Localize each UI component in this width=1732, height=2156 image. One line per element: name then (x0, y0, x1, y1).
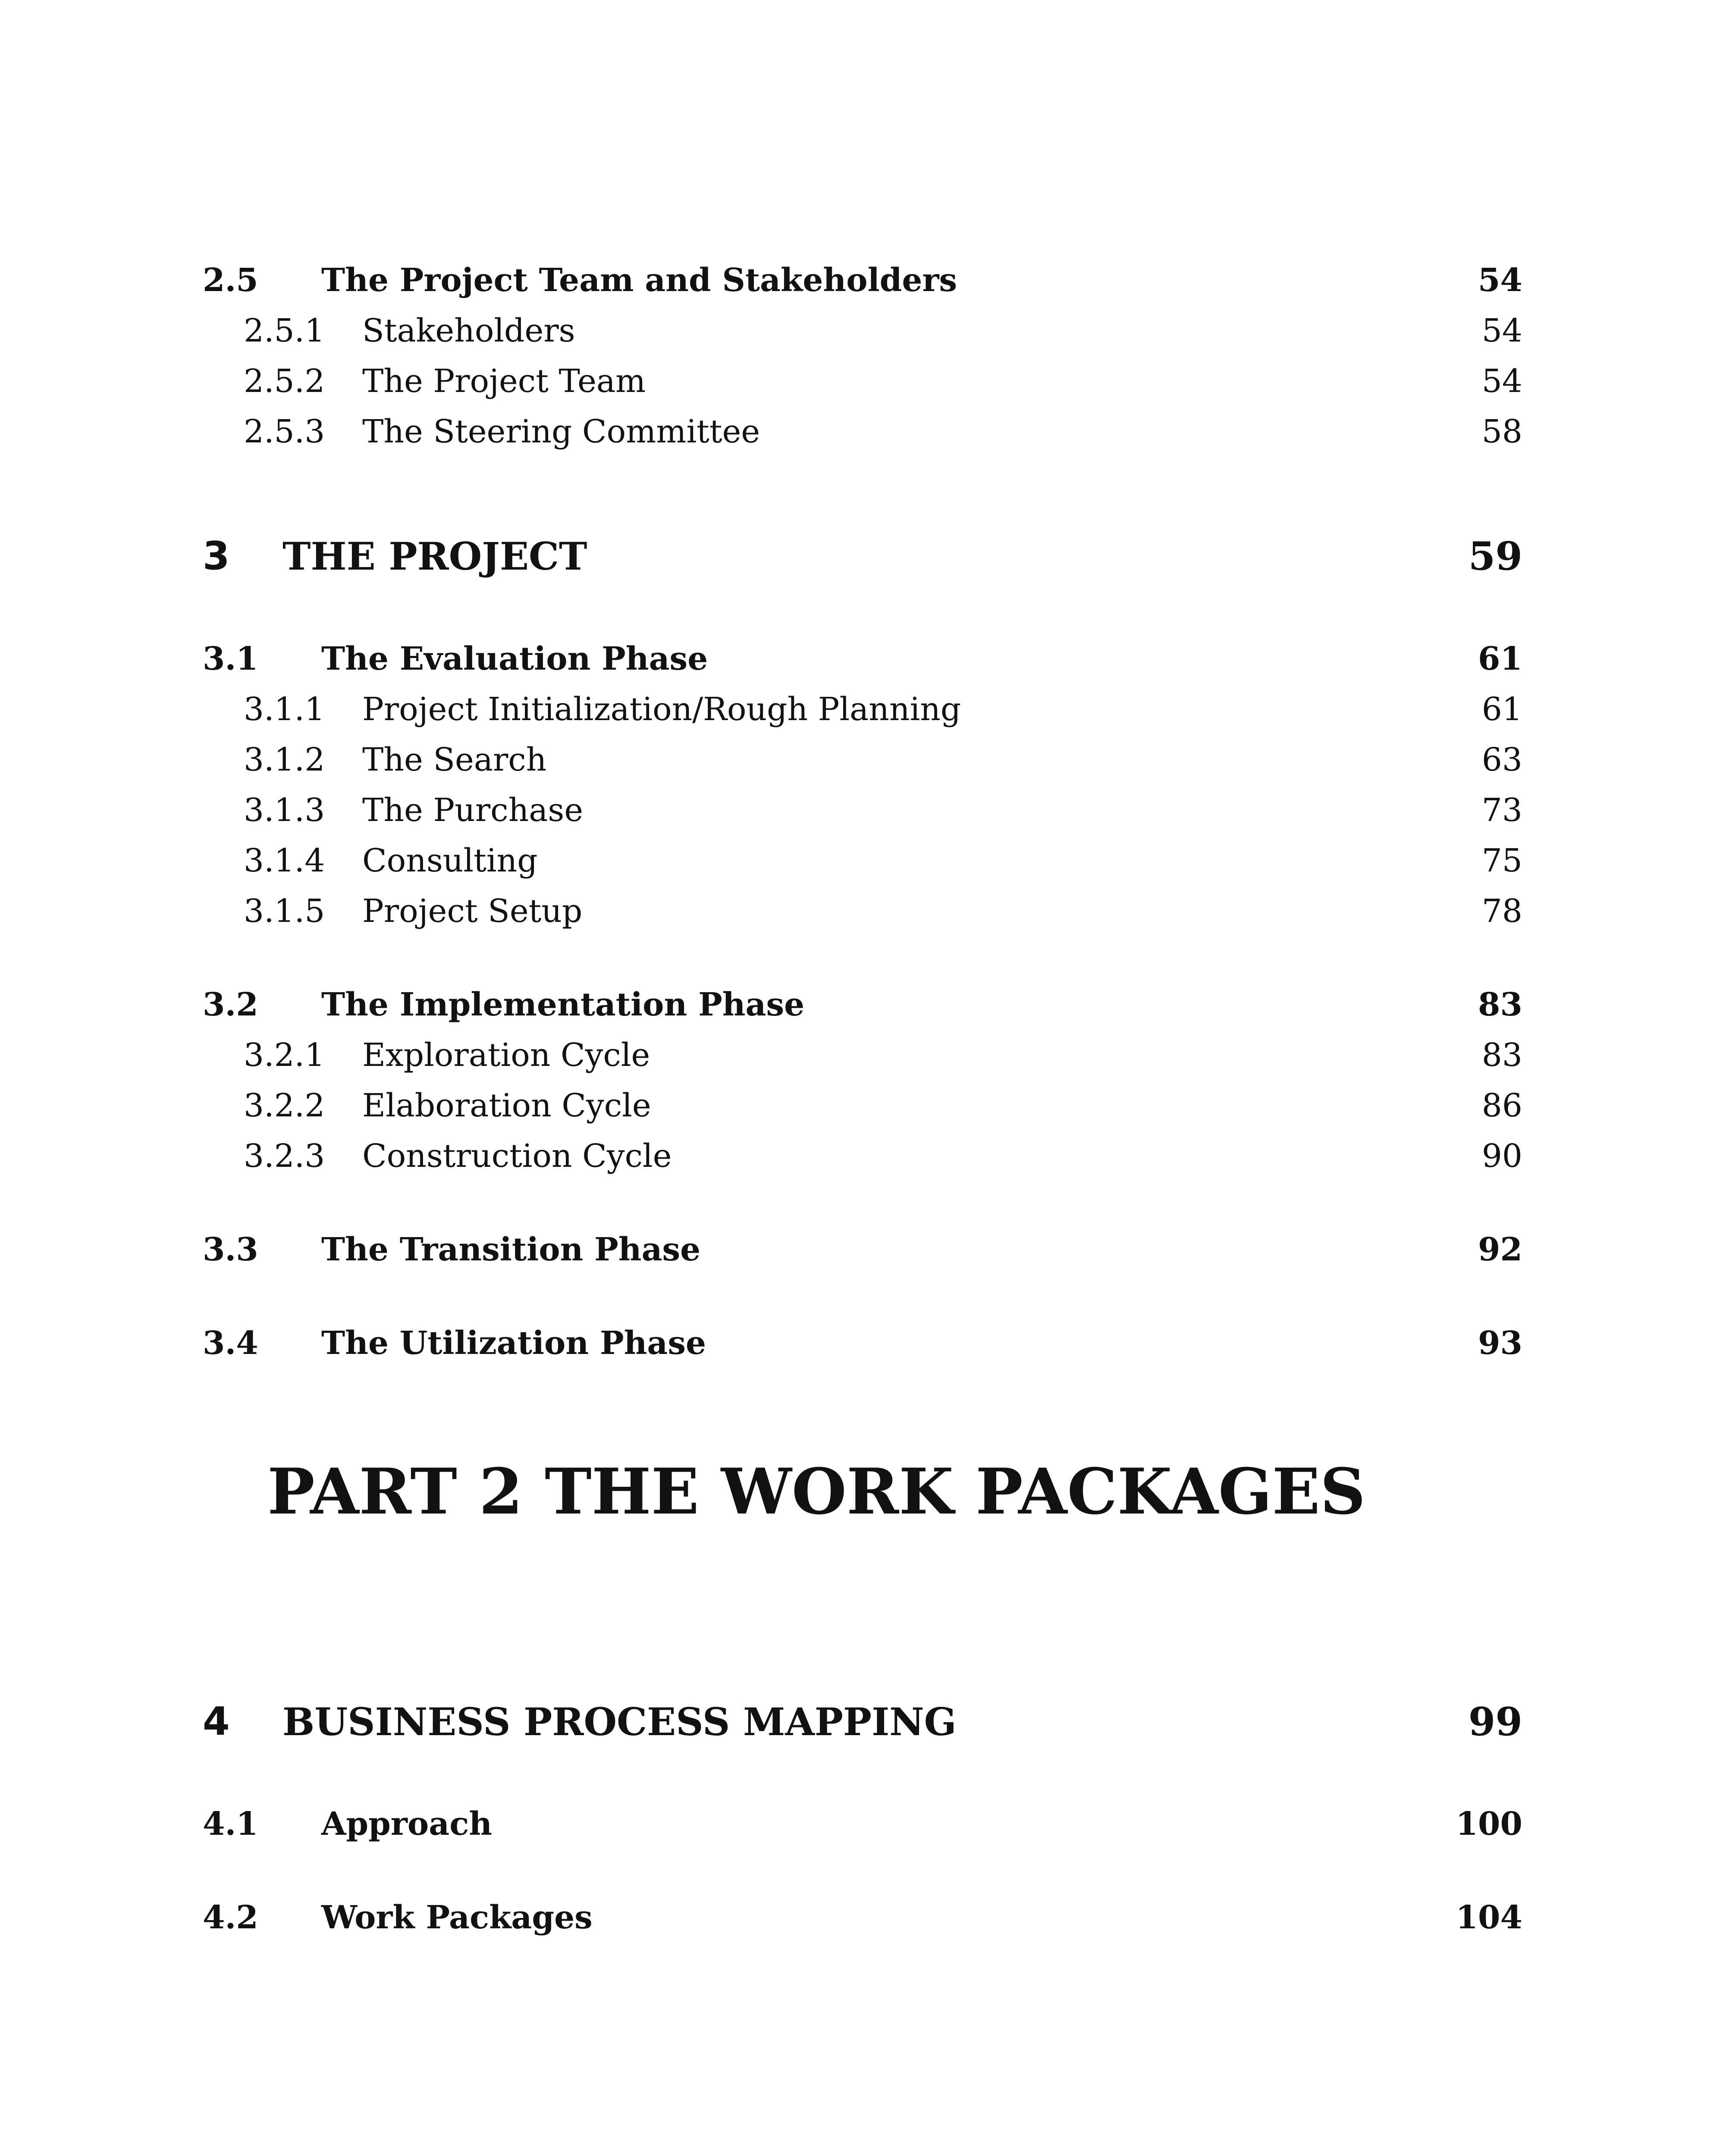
chapter-number: 4 (203, 1699, 230, 1744)
entry-title: Construction Cycle (362, 1138, 672, 1175)
entry-number: 3.1.2 (244, 741, 325, 778)
entry-title: Approach (321, 1805, 493, 1843)
toc-entry-3-1-1[interactable] (203, 686, 1522, 733)
entry-page: 100 (1456, 1805, 1522, 1843)
entry-page: 86 (1481, 1087, 1522, 1124)
entry-title: The Transition Phase (321, 1231, 701, 1268)
entry-page: 58 (1481, 413, 1522, 450)
entry-number: 3.2.3 (244, 1138, 325, 1175)
chapter-number: 3 (203, 533, 230, 579)
entry-title: The Search (362, 741, 547, 778)
entry-page: 92 (1478, 1231, 1522, 1268)
entry-number: 3.1.5 (244, 893, 325, 930)
toc-entry-2-5[interactable] (203, 257, 1522, 304)
entry-page: 93 (1478, 1325, 1522, 1362)
entry-page: 54 (1481, 363, 1522, 400)
toc-chapter-4[interactable] (203, 1698, 1522, 1745)
entry-title: The Purchase (362, 792, 584, 829)
entry-number: 3.1 (203, 640, 258, 677)
toc-entry-3-2-2[interactable] (203, 1082, 1522, 1129)
entry-page: 61 (1481, 691, 1522, 728)
toc-entry-3-3[interactable] (203, 1226, 1522, 1273)
entry-number: 3.3 (203, 1231, 258, 1268)
entry-page: 61 (1478, 640, 1522, 677)
entry-number: 2.5.3 (244, 413, 325, 450)
chapter-title: THE PROJECT (282, 534, 587, 579)
entry-number: 3.2.2 (244, 1087, 325, 1124)
part-heading[interactable]: PART 2 THE WORK PACKAGES (267, 1455, 1366, 1529)
entry-number: 3.1.3 (244, 792, 325, 829)
entry-number: 2.5.1 (244, 312, 325, 349)
chapter-page: 59 (1468, 533, 1522, 579)
entry-title: Exploration Cycle (362, 1037, 650, 1074)
entry-page: 75 (1481, 842, 1522, 879)
toc-entry-3-2-3[interactable] (203, 1132, 1522, 1180)
entry-title: Project Initialization/Rough Planning (362, 691, 961, 728)
entry-number: 2.5 (203, 262, 258, 299)
entry-title: The Steering Committee (362, 413, 760, 450)
entry-page: 83 (1478, 986, 1522, 1023)
entry-number: 3.2 (203, 986, 258, 1023)
entry-page: 104 (1456, 1899, 1522, 1936)
entry-title: Project Setup (362, 893, 583, 930)
entry-title: Work Packages (321, 1899, 593, 1936)
entry-number: 3.4 (203, 1325, 258, 1362)
toc-entry-3-2-1[interactable] (203, 1031, 1522, 1079)
chapter-page: 99 (1468, 1699, 1522, 1745)
entry-title: Elaboration Cycle (362, 1087, 651, 1124)
entry-number: 3.2.1 (244, 1037, 325, 1074)
entry-number: 3.1.1 (244, 691, 325, 728)
entry-number: 2.5.2 (244, 363, 325, 400)
toc-entry-3-1-2[interactable] (203, 736, 1522, 783)
toc-entry-2-5-1[interactable] (203, 307, 1522, 354)
entry-title: Stakeholders (362, 312, 575, 349)
entry-title: The Evaluation Phase (321, 640, 708, 677)
toc-entry-3-1-4[interactable] (203, 837, 1522, 884)
chapter-title: BUSINESS PROCESS MAPPING (282, 1699, 957, 1744)
entry-page: 54 (1481, 312, 1522, 349)
toc-entry-4-1[interactable] (203, 1800, 1522, 1848)
entry-number: 4.1 (203, 1805, 258, 1843)
entry-number: 4.2 (203, 1899, 258, 1936)
toc-entry-3-1-5[interactable] (203, 887, 1522, 935)
entry-title: The Project Team and Stakeholders (321, 262, 957, 299)
entry-page: 63 (1481, 741, 1522, 778)
toc-entry-3-1[interactable] (203, 635, 1522, 683)
entry-page: 78 (1481, 893, 1522, 930)
entry-page: 73 (1481, 792, 1522, 829)
entry-page: 54 (1478, 262, 1522, 299)
entry-title: Consulting (362, 842, 538, 879)
entry-page: 83 (1481, 1037, 1522, 1074)
entry-page: 90 (1481, 1138, 1522, 1175)
toc-entry-3-1-3[interactable] (203, 787, 1522, 834)
toc-entry-4-2[interactable] (203, 1894, 1522, 1941)
entry-number: 3.1.4 (244, 842, 325, 879)
toc-entry-2-5-2[interactable] (203, 357, 1522, 405)
entry-title: The Project Team (362, 363, 646, 400)
toc-entry-2-5-3[interactable] (203, 408, 1522, 455)
entry-title: The Utilization Phase (321, 1325, 706, 1362)
toc-chapter-3[interactable] (203, 533, 1522, 580)
toc-entry-3-2[interactable] (203, 981, 1522, 1028)
toc-entry-3-4[interactable] (203, 1319, 1522, 1367)
entry-title: The Implementation Phase (321, 986, 805, 1023)
